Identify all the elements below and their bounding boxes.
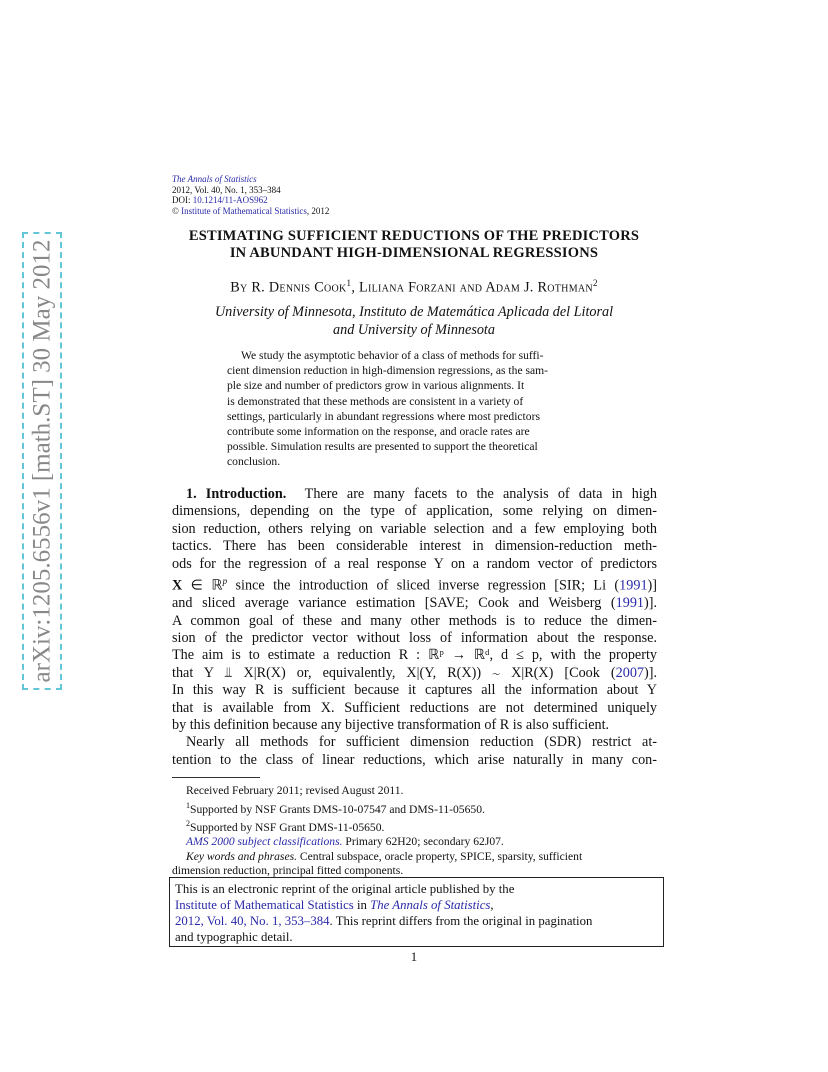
arxiv-stamp (22, 232, 62, 690)
body-line: dimensions, depending on the type of application, some relying on dimen- (172, 503, 657, 520)
abstract-line: cient dimension reduction in high-dimension regressions, as the sam- (227, 364, 549, 378)
abstract-line: ple size and number of predictors grow in various alignments. It (227, 379, 525, 393)
affiliation: University of Minnesota, Instituto de Matemática Aplicada del Litoral and University of Minnesota (214, 304, 614, 338)
footnotes (172, 784, 657, 879)
author-rothman: Adam J. Rothman (485, 279, 593, 296)
ams-classification: AMS 2000 subject classifications. Primary 62H20; secondary 62J07. (186, 835, 504, 849)
abstract-line: is demonstrated that these methods are consistent in a variety of (227, 394, 524, 408)
ims-link[interactable]: Institute of Mathematical Statistics (181, 205, 307, 216)
doi-line: DOI: 10.1214/11-AOS962 (172, 195, 268, 205)
body-line: Nearly all methods for sufficient dimension reduction (SDR) restrict at- (186, 734, 657, 751)
copyright-line: © Institute of Mathematical Statistics, 2012 (172, 205, 330, 216)
body-line: X ∈ ℝ$^p$ since the introduction of sliced inverse regression [SIR; Li (1991)] (172, 576, 657, 594)
body-line: and sliced average variance estimation [SAVE; Cook and Weisberg (1991)]. (172, 595, 657, 612)
footnote-rule (172, 777, 260, 778)
abstract-line: contribute some information on the response, and oracle rates are (227, 425, 530, 439)
body-line: tactics. There has been considerable interest in dimension-reduction meth- (172, 538, 657, 555)
author-line: By R. Dennis Cook$^1$, Liliana Forzani and Adam J. Rothman$^2$ (230, 278, 598, 296)
ams-link[interactable]: AMS 2000 subject classifications. (186, 835, 343, 849)
issue-reprint-link[interactable]: 2012, Vol. 40, No. 1, 353–384 (175, 914, 330, 928)
received-dates: Received February 2011; revised August 2011. (186, 784, 404, 797)
body-line: In this way R is sufficient because it captures all the information about Y (172, 682, 657, 699)
author-forzani: Liliana Forzani (359, 279, 456, 296)
abstract-line: settings, particularly in abundant regressions where most predictors (227, 409, 540, 423)
section-heading: 1. Introduction. (186, 486, 287, 502)
citation-cook-2007[interactable]: 2007 (615, 664, 644, 681)
arxiv-identifier: arXiv:1205.6556v1 [math.ST] 30 May 2012 (28, 239, 56, 683)
body-line: A common goal of these and many other methods is to reduce the dimen- (172, 612, 657, 629)
journal-name-link[interactable]: The Annals of Statistics (172, 174, 257, 184)
body-line: ods for the regression of a real response Y on a random vector of predictors (172, 555, 657, 572)
footnote-2: $^2$Supported by NSF Grant DMS-11-05650. (186, 818, 385, 834)
body-line: that Y ⫫ X|R(X) or, equivalently, X|(Y, R(X)) ∼ X|R(X) [Cook (2007)]. (172, 664, 657, 681)
journal-header (172, 174, 329, 216)
title-line-1: ESTIMATING SUFFICIENT REDUCTIONS OF THE PREDICTORS (188, 228, 640, 244)
body-line: that is available from X. Sufficient reductions are not determined uniquely (172, 699, 657, 716)
reprint-notice: This is an electronic reprint of the original article published by the Institute of Mathematical Statistics in The Annals of Statistics, 2012, Vol. 40, No. 1, 353–384. This reprint differs from the original in pagination and typographic detail. (169, 877, 664, 947)
citation-cook-weisberg-1991[interactable]: 1991 (615, 595, 644, 612)
author-cook: R. Dennis Cook (251, 279, 347, 296)
body-line: 1. Introduction. There are many facets to the analysis of data in high (186, 486, 657, 502)
footnote-1: $^1$Supported by NSF Grants DMS-10-07547 and DMS-11-05650. (186, 800, 485, 816)
body-line: sion of the predictor vector without loss of information about the response. (172, 629, 657, 646)
page-number: 1 (410, 950, 418, 964)
paper-title (160, 228, 668, 262)
ims-reprint-link[interactable]: Institute of Mathematical Statistics (175, 898, 354, 912)
keywords: Key words and phrases. Central subspace, oracle property, SPICE, sparsity, sufficient (186, 849, 583, 863)
citation-li-1991[interactable]: 1991 (619, 577, 648, 594)
abstract (227, 348, 599, 470)
body-line: The aim is to estimate a reduction R : ℝᵖ → ℝᵈ, d ≤ p, with the property (172, 647, 657, 664)
abstract-line: We study the asymptotic behavior of a class of methods for suffi- (241, 349, 544, 362)
body-line: by this definition because any bijective transformation of R is also sufficient. (172, 717, 610, 734)
body-line: sion reduction, others relying on variable selection and a few employing both (172, 520, 657, 537)
volume-line: 2012, Vol. 40, No. 1, 353–384 (172, 184, 281, 195)
keywords-cont: dimension reduction, principal fitted components. (172, 864, 404, 878)
journal-reprint-link[interactable]: The Annals of Statistics (370, 898, 491, 912)
title-line-2: IN ABUNDANT HIGH-DIMENSIONAL REGRESSIONS (229, 245, 599, 261)
abstract-line: conclusion. (227, 455, 281, 469)
body-text (172, 486, 657, 769)
body-line: tention to the class of linear reductions, which arise naturally in many con- (172, 751, 657, 768)
abstract-line: possible. Simulation results are presented to support the theoretical (227, 440, 538, 454)
copyright-icon: © (172, 205, 179, 216)
doi-link[interactable]: 10.1214/11-AOS962 (192, 195, 268, 205)
